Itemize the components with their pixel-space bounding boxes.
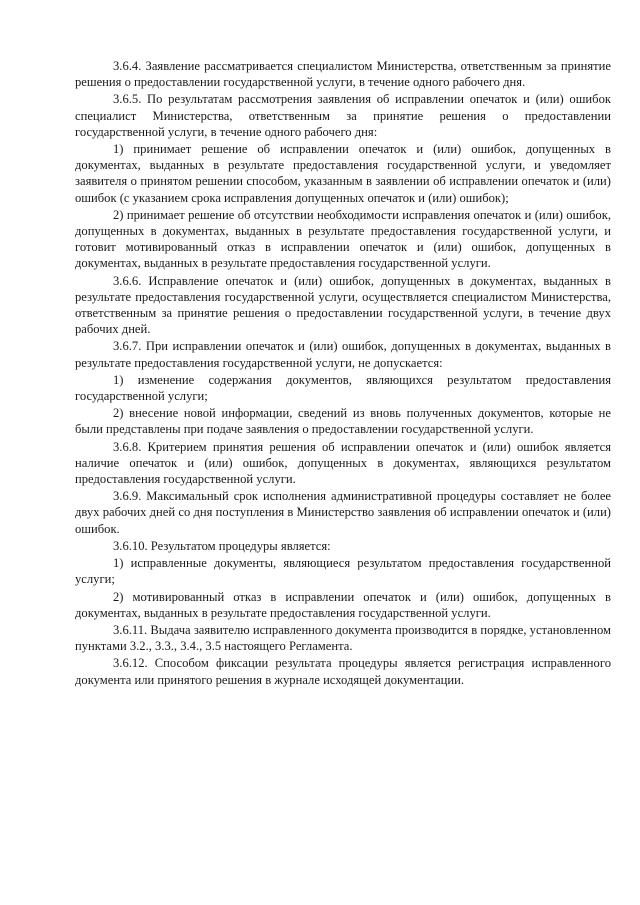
paragraph-3-6-10: 3.6.10. Результатом процедуры является: [113, 538, 331, 553]
paragraph-3-6-4: 3.6.4. Заявление рассматривается специалистом Министерства, ответственным за принятие решения о предоставлении государственной услуги, в течение одного рабочего дня. [75, 59, 611, 90]
paragraph-3-6-10-item-2: 2) мотивированный отказ в исправлении опечаток и (или) ошибок, допущенных в документах, выданных в результате предоставления государственной услуги. [75, 589, 611, 620]
paragraph-3-6-11: 3.6.11. Выдача заявителю исправленного документа производится в порядке, установленном пунктами 3.2., 3.3., 3.4., 3.5 настоящего Регламента. [75, 622, 611, 654]
paragraph-3-6-7: 3.6.7. При исправлении опечаток и (или) ошибок, допущенных в документах, выданных в результате предоставления государственной услуги, не допускается: [75, 339, 611, 370]
paragraph-3-6-5-item-2: 2) принимает решение об отсутствии необходимости исправления опечаток и (или) ошибок, допущенных в документах, выданных в результате предоставления государственной услуги, и готовит мотивированный отказ в исправлении опечаток и (или) ошибок, допущенных в документах, выданных в результате предоставления государственной услуги. [75, 207, 611, 271]
paragraph-3-6-8: 3.6.8. Критерием принятия решения об исправлении опечаток и (или) ошибок является наличие опечаток и (или) ошибок, допущенных в документах, являющихся результатом предоставления государственной услуги. [75, 439, 611, 487]
paragraph-3-6-9: 3.6.9. Максимальный срок исполнения административной процедуры составляет не более двух рабочих дней со дня поступления в Министерство заявления об исправлении опечаток и (или) ошибок. [75, 489, 611, 536]
paragraph-3-6-7-item-1: 1) изменение содержания документов, являющихся результатом предоставления государственной услуги; [75, 372, 611, 404]
document-page [75, 58, 611, 688]
paragraph-3-6-10-item-1: 1) исправленные документы, являющиеся результатом предоставления государственной услуги; [75, 556, 611, 587]
paragraph-3-6-6: 3.6.6. Исправление опечаток и (или) ошибок, допущенных в документах, выданных в результате предоставления государственной услуги, осуществляется специалистом Министерства, ответственным за принятие решения о предоставлении государственной услуги, в течение двух рабочих дней. [75, 273, 611, 337]
paragraph-3-6-7-item-2: 2) внесение новой информации, сведений из вновь полученных документов, которые не были представлены при подаче заявления о предоставлении государственной услуги. [75, 406, 611, 437]
paragraph-3-6-12: 3.6.12. Способом фиксации результата процедуры является регистрация исправленного документа или принятого решения в журнале исходящей документации. [75, 656, 611, 687]
paragraph-3-6-5-item-1: 1) принимает решение об исправлении опечаток и (или) ошибок, допущенных в документах, выданных в результате предоставления государственной услуги, и уведомляет заявителя о принятом решении способом, указанным в заявлении об исправлении опечаток и (или) ошибок (с указанием срока исправления допущенных опечаток и (или) ошибок); [75, 142, 611, 205]
paragraph-3-6-5: 3.6.5. По результатам рассмотрения заявления об исправлении опечаток и (или) ошибок специалист Министерства, ответственным за принятие решения о предоставлении государственной услуги, в течение одного рабочего дня: [75, 92, 611, 139]
